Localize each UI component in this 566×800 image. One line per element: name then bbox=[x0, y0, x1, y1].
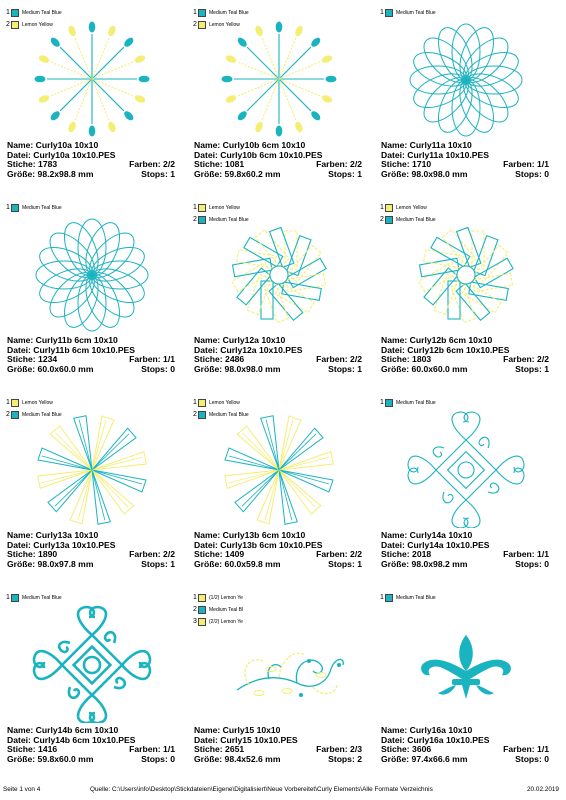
design-size: Größe: 98.4x52.6 mm bbox=[194, 753, 281, 764]
thread-color-row bbox=[193, 593, 243, 603]
thread-name: Medium Teal Blue bbox=[22, 205, 62, 211]
design-info bbox=[381, 141, 549, 179]
color-count: Farben: 2/3 bbox=[316, 744, 362, 755]
thread-index: 3 bbox=[193, 618, 197, 625]
embroidery-preview-loop-flower bbox=[396, 20, 536, 138]
stitch-count: Stiche: 1710 bbox=[381, 159, 432, 170]
stop-count: Stops: 1 bbox=[328, 363, 362, 374]
design-info bbox=[194, 141, 362, 179]
thread-color-row bbox=[380, 8, 436, 18]
stitch-count: Stiche: 1416 bbox=[7, 744, 58, 755]
stop-count: Stops: 0 bbox=[141, 363, 175, 374]
source-path: Quelle: C:\Users\info\Desktop\Stickdateien\Eigene\Digitalisiert\Neue Vorbereitet\Curly Elements\Alle Formate Verzeichnis bbox=[90, 786, 433, 793]
design-size: Größe: 98.0x98.0 mm bbox=[381, 168, 468, 179]
thread-index: 1 bbox=[380, 399, 384, 406]
thread-name: Lemon Yellow bbox=[22, 400, 53, 406]
design-info bbox=[7, 141, 175, 179]
color-count: Farben: 2/2 bbox=[316, 159, 362, 170]
thread-color-row bbox=[6, 398, 62, 408]
color-count: Farben: 2/2 bbox=[129, 549, 175, 560]
color-count: Farben: 1/1 bbox=[129, 354, 175, 365]
design-size: Größe: 60.0x59.8 mm bbox=[194, 558, 281, 569]
thread-color-legend bbox=[380, 398, 436, 410]
stop-count: Stops: 1 bbox=[328, 558, 362, 569]
embroidery-preview-loop-flower bbox=[22, 215, 162, 333]
thread-name: Lemon Yellow bbox=[209, 400, 240, 406]
color-swatch bbox=[11, 399, 19, 407]
thread-color-legend bbox=[6, 203, 62, 215]
stop-count: Stops: 1 bbox=[141, 168, 175, 179]
design-file: Datei: Curly16a 10x10.PES bbox=[381, 734, 490, 745]
color-swatch bbox=[198, 399, 206, 407]
stitch-count: Stiche: 3606 bbox=[381, 744, 432, 755]
design-size: Größe: 97.4x66.6 mm bbox=[381, 753, 468, 764]
design-card bbox=[2, 398, 184, 593]
color-swatch bbox=[385, 204, 393, 212]
stitch-count: Stiche: 1409 bbox=[194, 549, 245, 560]
thread-name: Lemon Yellow bbox=[209, 205, 240, 211]
thread-index: 1 bbox=[193, 9, 197, 16]
color-swatch bbox=[385, 216, 393, 224]
color-swatch bbox=[198, 411, 206, 419]
stop-count: Stops: 1 bbox=[141, 558, 175, 569]
stop-count: Stops: 0 bbox=[515, 168, 549, 179]
color-swatch bbox=[198, 216, 206, 224]
thread-name: Lemon Yellow bbox=[22, 22, 53, 28]
design-size: Größe: 60.0x60.0 mm bbox=[7, 363, 94, 374]
color-count: Farben: 1/1 bbox=[503, 549, 549, 560]
embroidery-preview-pinwheel-ring bbox=[396, 215, 536, 333]
color-swatch bbox=[385, 9, 393, 17]
design-info bbox=[194, 726, 362, 764]
thread-name: Medium Teal Blue bbox=[209, 217, 249, 223]
stitch-count: Stiche: 1890 bbox=[7, 549, 58, 560]
design-card bbox=[376, 203, 558, 398]
stitch-count: Stiche: 1803 bbox=[381, 354, 432, 365]
design-name: Name: Curly15 10x10 bbox=[194, 725, 281, 735]
design-card bbox=[376, 593, 558, 788]
page-footer bbox=[0, 783, 566, 797]
color-count: Farben: 1/1 bbox=[503, 159, 549, 170]
stop-count: Stops: 1 bbox=[515, 363, 549, 374]
thread-color-row bbox=[6, 203, 62, 213]
color-swatch bbox=[11, 594, 19, 602]
thread-name: (2/2) Lemon Ye bbox=[209, 619, 243, 625]
color-count: Farben: 1/1 bbox=[129, 744, 175, 755]
design-size: Größe: 59.8x60.0 mm bbox=[7, 753, 94, 764]
color-swatch bbox=[11, 411, 19, 419]
color-swatch bbox=[198, 21, 206, 29]
design-card bbox=[189, 398, 371, 593]
embroidery-preview-starburst-tulip bbox=[209, 20, 349, 138]
stitch-count: Stiche: 2651 bbox=[194, 744, 245, 755]
thread-name: Medium Teal Blue bbox=[209, 10, 249, 16]
thread-index: 1 bbox=[193, 399, 197, 406]
page-number: Seite 1 von 4 bbox=[3, 786, 41, 793]
thread-index: 1 bbox=[6, 594, 10, 601]
design-name: Name: Curly13a 10x10 bbox=[7, 530, 99, 540]
design-file: Datei: Curly13a 10x10.PES bbox=[7, 539, 116, 550]
thread-index: 1 bbox=[380, 594, 384, 601]
thread-index: 1 bbox=[380, 9, 384, 16]
thread-color-row bbox=[6, 8, 62, 18]
design-file: Datei: Curly15 10x10.PES bbox=[194, 734, 298, 745]
color-swatch bbox=[198, 618, 206, 626]
thread-name: (1/2) Lemon Ye bbox=[209, 595, 243, 601]
design-info bbox=[7, 726, 175, 764]
embroidery-preview-diamond-ornament-light bbox=[396, 410, 536, 528]
thread-color-row bbox=[380, 203, 436, 213]
thread-name: Medium Teal Blue bbox=[209, 412, 249, 418]
thread-name: Medium Teal Blue bbox=[22, 595, 62, 601]
design-file: Datei: Curly12b 6cm 10x10.PES bbox=[381, 344, 510, 355]
design-card bbox=[2, 203, 184, 398]
thread-color-row bbox=[380, 398, 436, 408]
design-name: Name: Curly12b 6cm 10x10 bbox=[381, 335, 493, 345]
embroidery-preview-pinwheel-ring bbox=[209, 215, 349, 333]
thread-name: Medium Teal Blue bbox=[22, 10, 62, 16]
embroidery-preview-fleur-de-lis bbox=[396, 605, 536, 723]
design-name: Name: Curly14b 6cm 10x10 bbox=[7, 725, 119, 735]
color-swatch bbox=[198, 9, 206, 17]
thread-index: 1 bbox=[193, 594, 197, 601]
thread-name: Medium Teal Bl bbox=[209, 607, 244, 613]
thread-index: 1 bbox=[6, 399, 10, 406]
color-count: Farben: 2/2 bbox=[129, 159, 175, 170]
embroidery-preview-pinwheel-star bbox=[209, 410, 349, 528]
stitch-count: Stiche: 1081 bbox=[194, 159, 245, 170]
design-info bbox=[7, 531, 175, 569]
design-file: Datei: Curly11a 10x10.PES bbox=[381, 149, 489, 160]
embroidery-preview-starburst-tulip bbox=[22, 20, 162, 138]
stop-count: Stops: 2 bbox=[328, 753, 362, 764]
thread-index: 2 bbox=[6, 411, 10, 418]
thread-index: 2 bbox=[193, 606, 197, 613]
thread-color-row bbox=[193, 398, 249, 408]
design-card bbox=[2, 8, 184, 203]
design-file: Datei: Curly14a 10x10.PES bbox=[381, 539, 490, 550]
design-name: Name: Curly10a 10x10 bbox=[7, 140, 99, 150]
thread-color-row bbox=[380, 593, 436, 603]
thread-color-legend bbox=[380, 8, 436, 20]
design-name: Name: Curly10b 6cm 10x10 bbox=[194, 140, 306, 150]
color-count: Farben: 2/2 bbox=[316, 354, 362, 365]
thread-name: Lemon Yellow bbox=[209, 22, 240, 28]
stop-count: Stops: 1 bbox=[328, 168, 362, 179]
stitch-count: Stiche: 2018 bbox=[381, 549, 432, 560]
color-swatch bbox=[11, 21, 19, 29]
thread-name: Medium Teal Blue bbox=[396, 10, 436, 16]
design-name: Name: Curly14a 10x10 bbox=[381, 530, 473, 540]
design-file: Datei: Curly10b 6cm 10x10.PES bbox=[194, 149, 323, 160]
thread-name: Medium Teal Blue bbox=[22, 412, 62, 418]
color-count: Farben: 2/2 bbox=[503, 354, 549, 365]
thread-color-row bbox=[193, 203, 249, 213]
design-info bbox=[194, 336, 362, 374]
thread-name: Lemon Yellow bbox=[396, 205, 427, 211]
color-swatch bbox=[198, 204, 206, 212]
design-size: Größe: 98.0x98.0 mm bbox=[194, 363, 281, 374]
design-file: Datei: Curly10a 10x10.PES bbox=[7, 149, 116, 160]
color-swatch bbox=[11, 9, 19, 17]
color-swatch bbox=[385, 594, 393, 602]
thread-color-row bbox=[6, 593, 62, 603]
design-file: Datei: Curly13b 6cm 10x10.PES bbox=[194, 539, 323, 550]
design-card bbox=[376, 8, 558, 203]
thread-index: 1 bbox=[193, 204, 197, 211]
design-name: Name: Curly11a 10x10 bbox=[381, 140, 472, 150]
thread-index: 2 bbox=[193, 21, 197, 28]
design-card bbox=[189, 593, 371, 788]
thread-name: Medium Teal Blue bbox=[396, 217, 436, 223]
design-size: Größe: 59.8x60.2 mm bbox=[194, 168, 281, 179]
design-card bbox=[2, 593, 184, 788]
thread-index: 2 bbox=[6, 21, 10, 28]
design-name: Name: Curly12a 10x10 bbox=[194, 335, 286, 345]
design-file: Datei: Curly12a 10x10.PES bbox=[194, 344, 303, 355]
thread-color-row bbox=[193, 8, 249, 18]
color-swatch bbox=[198, 606, 206, 614]
stop-count: Stops: 0 bbox=[515, 558, 549, 569]
thread-name: Medium Teal Blue bbox=[396, 595, 436, 601]
design-card bbox=[189, 8, 371, 203]
design-info bbox=[381, 531, 549, 569]
color-count: Farben: 2/2 bbox=[316, 549, 362, 560]
thread-index: 1 bbox=[6, 204, 10, 211]
design-file: Datei: Curly14b 6cm 10x10.PES bbox=[7, 734, 136, 745]
embroidery-preview-pinwheel-star bbox=[22, 410, 162, 528]
design-size: Größe: 98.0x98.2 mm bbox=[381, 558, 468, 569]
embroidery-preview-flourish-vine bbox=[209, 605, 349, 723]
design-info bbox=[7, 336, 175, 374]
design-size: Größe: 60.0x60.0 mm bbox=[381, 363, 468, 374]
stop-count: Stops: 0 bbox=[515, 753, 549, 764]
stop-count: Stops: 0 bbox=[141, 753, 175, 764]
design-size: Größe: 98.2x98.8 mm bbox=[7, 168, 94, 179]
thread-index: 1 bbox=[6, 9, 10, 16]
color-swatch bbox=[385, 399, 393, 407]
print-date: 20.02.2019 bbox=[527, 786, 559, 793]
thread-index: 2 bbox=[193, 411, 197, 418]
design-card bbox=[376, 398, 558, 593]
stitch-count: Stiche: 2486 bbox=[194, 354, 245, 365]
thread-color-legend bbox=[380, 593, 436, 605]
design-file: Datei: Curly11b 6cm 10x10.PES bbox=[7, 344, 136, 355]
design-info bbox=[194, 531, 362, 569]
design-name: Name: Curly13b 6cm 10x10 bbox=[194, 530, 306, 540]
thread-name: Medium Teal Blue bbox=[396, 400, 436, 406]
design-size: Größe: 98.0x97.8 mm bbox=[7, 558, 94, 569]
design-info bbox=[381, 726, 549, 764]
design-card bbox=[189, 203, 371, 398]
thread-index: 2 bbox=[380, 216, 384, 223]
design-name: Name: Curly16a 10x10 bbox=[381, 725, 473, 735]
design-name: Name: Curly11b 6cm 10x10 bbox=[7, 335, 118, 345]
thread-index: 2 bbox=[193, 216, 197, 223]
stitch-count: Stiche: 1234 bbox=[7, 354, 58, 365]
embroidery-preview-diamond-ornament-bold bbox=[22, 605, 162, 723]
design-info bbox=[381, 336, 549, 374]
color-swatch bbox=[198, 594, 206, 602]
thread-color-legend bbox=[6, 593, 62, 605]
color-count: Farben: 1/1 bbox=[503, 744, 549, 755]
thread-index: 1 bbox=[380, 204, 384, 211]
stitch-count: Stiche: 1783 bbox=[7, 159, 58, 170]
color-swatch bbox=[11, 204, 19, 212]
